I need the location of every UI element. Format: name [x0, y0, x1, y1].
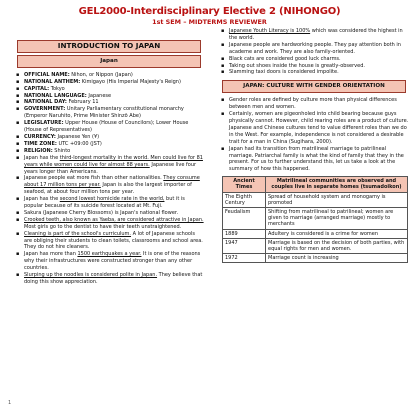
note-item: ▪ Japan has the third-longest mortality in the world. Men could live for 81 years while women could live for almost 88 years. Japanese live four years longer than Americans.	[24, 155, 204, 176]
table-cell: Marriage count is increasing	[266, 254, 408, 263]
note-item: ▪ Sakura (Japanese Cherry Blossoms) is Japan's national flower.	[24, 210, 204, 217]
table-cell: Adultery is considered is a crime for women	[266, 229, 408, 238]
table-row	[223, 229, 408, 238]
table-cell: 1947	[223, 238, 266, 253]
table-row	[223, 208, 408, 230]
fact-item: ▪ LEGISLATURE: Upper House (House of Councilors); Lower House (House of Representatives)	[24, 120, 204, 134]
table-header-row	[223, 177, 408, 192]
note-item: ▪ Japan had its transition from matrilineal marriage to patrilineal marriage. Patriarchal family is what the kind of family that they in the present. For us to further understand this, let us take a look at the summary of how this happened.	[229, 146, 409, 174]
fact-item: ▪ NATIONAL DAY: February 11	[24, 99, 204, 106]
table-cell: 1889	[223, 229, 266, 238]
note-item: ▪ Japanese people are hardworking people. They pay attention both in academe and work. They are also family-oriented.	[229, 42, 409, 56]
fact-item: ▪ CURRENCY: Japanese Yen (¥)	[24, 134, 204, 141]
page-header	[0, 6, 419, 26]
note-item: ▪ Japan has more than 1500 earthquakes a year. It is one of the reasons why their infrastructures were constructed stronger than any other countries.	[24, 251, 204, 272]
right-column	[219, 28, 409, 263]
page-number: 1	[8, 400, 12, 406]
table-cell: Shifting from matrilineal to patrilineal; women are given to marriage (arranged marriage) mostly to merchants	[266, 208, 408, 230]
gender-notes-list	[219, 97, 409, 173]
table-header-cell: Ancient Times	[223, 177, 266, 192]
table-row	[223, 192, 408, 207]
table-cell: Spread of household system and monogamy is promoted	[266, 192, 408, 207]
table-cell: 1972	[223, 254, 266, 263]
fact-item: ▪ CAPITAL: Tokyo	[24, 86, 204, 93]
note-item: ▪ Gender roles are defined by culture more than physical differences between men and women.	[229, 97, 409, 111]
table-cell: The Eighth Century	[223, 192, 266, 207]
marriage-history-table	[222, 176, 408, 263]
intro-banner: INTRODUCTION TO JAPAN	[17, 40, 201, 53]
fact-item: ▪ GOVERNMENT: Unitary Parliamentary constitutional monarchy (Emperor Naruhito, Prime Minister Shinzō Abe)	[24, 106, 204, 120]
document-title: GEL2000-Interdisciplinary Elective 2 (NIHONGO)	[78, 6, 341, 17]
top-notes-list	[219, 28, 409, 76]
fact-item: ▪ NATIONAL LANGUAGE: Japanese	[24, 93, 204, 100]
note-item: ▪ Crooked teeth, also known as Yaeba, are considered attractive in Japan. Most girls go to the dentist to have their teeth unstraightened.	[24, 217, 204, 231]
note-item: ▪ Slamming taxi doors is considered impolite.	[229, 69, 409, 76]
document-subtitle: 1st SEM – MIDTERMS REVIEWER	[152, 18, 267, 26]
fact-item: ▪ OFFICIAL NAME: Nihon, or Nippon (Japan)	[24, 72, 204, 79]
fact-item: ▪ RELIGION: Shinto	[24, 148, 204, 155]
table-header-cell: Matrilineal communities are observed and couples live in separate homes (tsumadoikon)	[266, 177, 408, 192]
note-item: ▪ Cleaning is part of the school's curriculum. A lot of Japanese schools are obliging their students to clean toilets, classrooms and school area. They do not hire cleaners.	[24, 231, 204, 252]
note-item: ▪ Japanese people eat more fish than other nationalities. They consume about 17 million tons per year. Japan is also the largest importer of seafood, at about four million tons per year.	[24, 175, 204, 196]
facts-list	[14, 72, 204, 286]
note-item: ▪ Slurping up the noodles is considered polite in Japan. They believe that doing this show appreciation.	[24, 272, 204, 286]
japan-sub-banner: Japan	[17, 55, 201, 68]
table-row	[223, 238, 408, 253]
note-item: ▪ Taking out shoes inside the house is greatly-observed.	[229, 63, 409, 70]
left-column	[14, 40, 204, 286]
table-cell: Marriage is based on the decision of both parties, with equal rights for men and women.	[266, 238, 408, 253]
note-item: ▪ Japanese Youth Literacy is 100% which was considered the highest in the world.	[229, 28, 409, 42]
table-row	[223, 254, 408, 263]
note-item: ▪ Japan has the second lowest homicide rate in the world, but it is popular because of its suicide forest located at Mt. Fuji.	[24, 196, 204, 210]
fact-item: ▪ TIME ZONE: UTC +09:00 (JST)	[24, 141, 204, 148]
note-item: ▪ Black cats are considered good luck charms.	[229, 56, 409, 63]
fact-item: ▪ NATIONAL ANTHEM: Kimigayo (His Imperial Majesty's Reign)	[24, 79, 204, 86]
note-item: ▪ Certainly, women are pigeonholed into child bearing because guys physically cannot. However, child rearing roles are a product of culture. Japanese and Chinese cultures tend to value different roles than we do in the West. For example, independence is not considered a desirable trait for a man in China (Sugihara, 2000).	[229, 111, 409, 146]
table-cell: Feudalism	[223, 208, 266, 230]
gender-banner: JAPAN: CULTURE WITH GENDER ORIENTATION	[222, 80, 406, 93]
